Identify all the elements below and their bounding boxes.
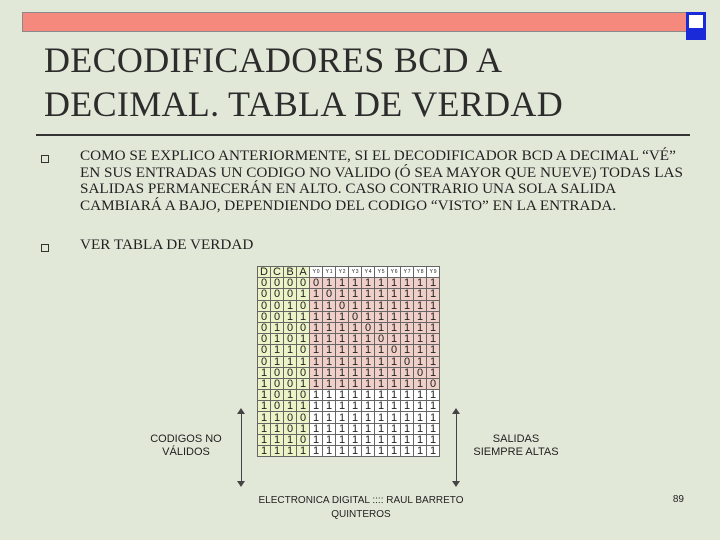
- table-cell: 1: [362, 300, 375, 311]
- table-cell: 1: [336, 289, 349, 300]
- table-cell: 1: [310, 446, 323, 457]
- table-cell: 1: [375, 367, 388, 378]
- table-cell: 1: [323, 446, 336, 457]
- table-cell: 1: [427, 345, 440, 356]
- table-cell: 1: [414, 356, 427, 367]
- always-high-label-line-2: SIEMPRE ALTAS: [473, 446, 559, 458]
- table-row: [258, 412, 440, 423]
- table-cell: 1: [362, 401, 375, 412]
- table-header-cell: B: [284, 267, 297, 278]
- table-cell: 1: [349, 378, 362, 389]
- table-cell: 1: [297, 334, 310, 345]
- table-cell: 1: [258, 367, 271, 378]
- table-cell: 1: [427, 401, 440, 412]
- table-cell: 1: [375, 300, 388, 311]
- table-cell: 1: [401, 311, 414, 322]
- table-cell: 1: [310, 300, 323, 311]
- table-cell: 0: [323, 289, 336, 300]
- table-cell: 1: [414, 423, 427, 434]
- table-cell: 0: [271, 378, 284, 389]
- table-row: [258, 289, 440, 300]
- table-cell: 0: [310, 278, 323, 289]
- table-header-cell: Y 1: [323, 267, 336, 278]
- table-cell: 1: [427, 334, 440, 345]
- table-cell: 1: [310, 412, 323, 423]
- bullet-text-1: COMO SE EXPLICO ANTERIORMENTE, SI EL DECODIFICADOR BCD A DECIMAL “VÉ” EN SUS ENTRADAS UN CODIGO NO VALIDO (Ó SEA MAYOR QUE NUEVE) TODAS LAS SALIDAS PERMANECERÁN EN ALTO. CASO CONTRARIO UNA SOLA SALIDA CAMBIARÁ A BAJO, DEPENDIENDO DEL CODIGO “VISTO” EN LA ENTRADA.: [80, 147, 683, 214]
- invalid-codes-label: [140, 433, 232, 459]
- table-cell: 1: [310, 378, 323, 389]
- table-cell: 1: [297, 356, 310, 367]
- table-cell: 0: [271, 390, 284, 401]
- table-row: [258, 367, 440, 378]
- table-cell: 1: [362, 434, 375, 445]
- table-cell: 0: [297, 367, 310, 378]
- table-cell: 1: [323, 300, 336, 311]
- table-row: [258, 446, 440, 457]
- table-cell: 1: [427, 367, 440, 378]
- table-header-cell: Y 8: [414, 267, 427, 278]
- corner-accent-box: [686, 12, 706, 40]
- table-cell: 0: [284, 378, 297, 389]
- table-cell: 1: [349, 434, 362, 445]
- table-cell: 1: [336, 378, 349, 389]
- table-cell: 1: [427, 289, 440, 300]
- table-row: [258, 278, 440, 289]
- table-cell: 0: [284, 423, 297, 434]
- table-cell: 1: [271, 434, 284, 445]
- corner-accent-inner: [689, 15, 703, 28]
- table-cell: 0: [284, 367, 297, 378]
- table-row: [258, 434, 440, 445]
- table-cell: 1: [310, 401, 323, 412]
- slide-title-line-1: DECODIFICADORES BCD A: [44, 40, 503, 80]
- table-cell: 1: [388, 401, 401, 412]
- table-cell: 1: [375, 356, 388, 367]
- table-cell: 1: [297, 423, 310, 434]
- table-cell: 1: [336, 434, 349, 445]
- table-cell: 1: [375, 423, 388, 434]
- table-cell: 0: [258, 322, 271, 333]
- table-cell: 1: [258, 401, 271, 412]
- table-cell: 1: [362, 334, 375, 345]
- table-cell: 1: [414, 412, 427, 423]
- table-cell: 1: [388, 390, 401, 401]
- table-cell: 1: [349, 300, 362, 311]
- top-decorative-bar: [22, 12, 688, 32]
- table-cell: 1: [414, 378, 427, 389]
- table-cell: 1: [271, 412, 284, 423]
- table-cell: 0: [297, 322, 310, 333]
- table-cell: 1: [336, 390, 349, 401]
- table-cell: 1: [388, 322, 401, 333]
- invalid-codes-label-line-1: CODIGOS NO: [150, 433, 222, 445]
- bullet-square-icon: [41, 244, 49, 252]
- table-row: [258, 322, 440, 333]
- table-cell: 1: [323, 367, 336, 378]
- footer-credit: [248, 494, 474, 522]
- table-cell: 1: [401, 434, 414, 445]
- table-cell: 1: [310, 345, 323, 356]
- table-cell: 0: [336, 300, 349, 311]
- table-cell: 1: [323, 378, 336, 389]
- footer-credit-line-1: ELECTRONICA DIGITAL :::: RAUL BARRETO: [258, 495, 464, 506]
- table-header-cell: Y 7: [401, 267, 414, 278]
- table-row: [258, 311, 440, 322]
- table-cell: 1: [336, 345, 349, 356]
- table-cell: 1: [427, 412, 440, 423]
- table-row: [258, 334, 440, 345]
- table-header-cell: Y 0: [310, 267, 323, 278]
- table-cell: 1: [388, 446, 401, 457]
- table-cell: 0: [258, 278, 271, 289]
- table-cell: 1: [297, 378, 310, 389]
- table-row: [258, 401, 440, 412]
- table-cell: 1: [349, 401, 362, 412]
- table-cell: 1: [310, 434, 323, 445]
- table-header-row: [258, 267, 440, 278]
- table-cell: 1: [271, 356, 284, 367]
- table-cell: 1: [375, 289, 388, 300]
- table-cell: 1: [258, 446, 271, 457]
- table-cell: 1: [388, 378, 401, 389]
- table-cell: 1: [401, 300, 414, 311]
- table-cell: 0: [362, 322, 375, 333]
- table-cell: 1: [323, 322, 336, 333]
- table-cell: 1: [323, 356, 336, 367]
- table-cell: 0: [258, 356, 271, 367]
- table-header-cell: Y 4: [362, 267, 375, 278]
- slide-title-line-2: DECIMAL. TABLA DE VERDAD: [44, 84, 563, 124]
- table-cell: 1: [336, 322, 349, 333]
- table-cell: 1: [362, 412, 375, 423]
- table-cell: 1: [375, 345, 388, 356]
- table-cell: 1: [336, 278, 349, 289]
- arrow-down-icon: [452, 481, 460, 487]
- table-cell: 1: [323, 345, 336, 356]
- table-cell: 1: [388, 434, 401, 445]
- table-cell: 1: [414, 401, 427, 412]
- table-cell: 1: [362, 289, 375, 300]
- table-cell: 1: [284, 345, 297, 356]
- table-cell: 1: [310, 322, 323, 333]
- table-cell: 1: [336, 412, 349, 423]
- table-cell: 1: [323, 434, 336, 445]
- table-cell: 1: [388, 367, 401, 378]
- table-cell: 0: [297, 434, 310, 445]
- table-cell: 1: [258, 423, 271, 434]
- table-cell: 1: [323, 278, 336, 289]
- table-cell: 1: [258, 390, 271, 401]
- table-cell: 1: [401, 345, 414, 356]
- table-header-cell: Y 3: [349, 267, 362, 278]
- table-cell: 1: [349, 289, 362, 300]
- table-cell: 1: [297, 401, 310, 412]
- table-cell: 0: [271, 300, 284, 311]
- table-cell: 1: [362, 423, 375, 434]
- table-cell: 1: [336, 401, 349, 412]
- table-cell: 1: [401, 401, 414, 412]
- table-row: [258, 378, 440, 389]
- table-cell: 1: [336, 423, 349, 434]
- table-cell: 1: [427, 446, 440, 457]
- arrow-down-icon: [237, 481, 245, 487]
- table-cell: 0: [297, 300, 310, 311]
- table-cell: 0: [258, 289, 271, 300]
- table-cell: 1: [336, 367, 349, 378]
- table-cell: 1: [401, 367, 414, 378]
- table-cell: 1: [349, 446, 362, 457]
- table-cell: 1: [362, 390, 375, 401]
- table-cell: 1: [323, 401, 336, 412]
- arrow-up-icon: [452, 408, 460, 414]
- table-cell: 1: [414, 446, 427, 457]
- table-cell: 1: [284, 401, 297, 412]
- table-cell: 1: [401, 322, 414, 333]
- table-cell: 1: [349, 334, 362, 345]
- table-cell: 1: [349, 412, 362, 423]
- table-cell: 0: [258, 345, 271, 356]
- table-cell: 1: [258, 412, 271, 423]
- table-cell: 1: [284, 446, 297, 457]
- table-cell: 1: [323, 390, 336, 401]
- table-cell: 1: [375, 434, 388, 445]
- table-cell: 1: [375, 446, 388, 457]
- table-cell: 1: [414, 300, 427, 311]
- table-cell: 1: [362, 278, 375, 289]
- table-cell: 1: [401, 334, 414, 345]
- table-cell: 0: [297, 412, 310, 423]
- slide-title: [44, 38, 684, 126]
- table-cell: 1: [284, 300, 297, 311]
- table-cell: 1: [375, 401, 388, 412]
- table-cell: 1: [375, 311, 388, 322]
- table-cell: 1: [375, 378, 388, 389]
- table-cell: 0: [284, 289, 297, 300]
- table-cell: 1: [414, 289, 427, 300]
- table-cell: 1: [349, 278, 362, 289]
- table-cell: 1: [323, 311, 336, 322]
- table-cell: 1: [375, 390, 388, 401]
- table-cell: 1: [427, 278, 440, 289]
- table-cell: 1: [271, 322, 284, 333]
- table-cell: 0: [271, 289, 284, 300]
- table-cell: 1: [336, 311, 349, 322]
- table-cell: 1: [414, 434, 427, 445]
- table-row: [258, 423, 440, 434]
- table-cell: 1: [401, 446, 414, 457]
- table-cell: 1: [388, 356, 401, 367]
- table-cell: 1: [271, 423, 284, 434]
- table-cell: 1: [349, 356, 362, 367]
- table-cell: 1: [323, 334, 336, 345]
- table-cell: 1: [297, 311, 310, 322]
- table-header-cell: Y 5: [375, 267, 388, 278]
- table-cell: 1: [414, 345, 427, 356]
- table-cell: 1: [362, 311, 375, 322]
- table-cell: 0: [414, 367, 427, 378]
- table-cell: 0: [401, 356, 414, 367]
- table-cell: 1: [362, 446, 375, 457]
- table-cell: 1: [349, 423, 362, 434]
- table-header-cell: C: [271, 267, 284, 278]
- table-cell: 1: [336, 356, 349, 367]
- table-row: [258, 356, 440, 367]
- table-cell: 1: [427, 390, 440, 401]
- table-cell: 1: [427, 434, 440, 445]
- table-row: [258, 300, 440, 311]
- table-cell: 1: [310, 390, 323, 401]
- table-cell: 0: [284, 334, 297, 345]
- always-high-label: [466, 433, 566, 459]
- table-cell: 1: [310, 356, 323, 367]
- table-cell: 1: [362, 367, 375, 378]
- table-cell: 0: [349, 311, 362, 322]
- table-cell: 0: [284, 278, 297, 289]
- bullet-square-icon: [41, 155, 49, 163]
- table-cell: 0: [271, 401, 284, 412]
- table-cell: 0: [284, 412, 297, 423]
- table-cell: 1: [401, 412, 414, 423]
- table-cell: 0: [271, 311, 284, 322]
- table-cell: 1: [401, 423, 414, 434]
- table-cell: 1: [375, 412, 388, 423]
- table-cell: 1: [284, 390, 297, 401]
- table-cell: 0: [388, 345, 401, 356]
- table-cell: 1: [284, 356, 297, 367]
- table-cell: 0: [258, 300, 271, 311]
- table-cell: 1: [427, 356, 440, 367]
- table-cell: 1: [271, 334, 284, 345]
- table-cell: 0: [297, 390, 310, 401]
- table-cell: 1: [401, 278, 414, 289]
- table-cell: 1: [427, 311, 440, 322]
- table-cell: 0: [427, 378, 440, 389]
- table-cell: 0: [271, 367, 284, 378]
- table-cell: 1: [297, 289, 310, 300]
- invalid-codes-label-line-2: VÁLIDOS: [162, 446, 210, 458]
- table-cell: 0: [271, 278, 284, 289]
- table-cell: 1: [349, 322, 362, 333]
- table-header-cell: D: [258, 267, 271, 278]
- always-high-arrow: [456, 414, 457, 482]
- table-cell: 0: [284, 322, 297, 333]
- table-cell: 1: [258, 378, 271, 389]
- page-number: 89: [672, 494, 684, 505]
- table-cell: 1: [427, 300, 440, 311]
- table-cell: 1: [388, 311, 401, 322]
- always-high-label-line-1: SALIDAS: [492, 433, 540, 445]
- table-cell: 1: [414, 390, 427, 401]
- table-cell: 1: [427, 423, 440, 434]
- table-cell: 0: [258, 311, 271, 322]
- table-cell: 0: [375, 334, 388, 345]
- table-cell: 1: [349, 345, 362, 356]
- table-header-cell: A: [297, 267, 310, 278]
- table-cell: 1: [362, 378, 375, 389]
- table-cell: 1: [349, 390, 362, 401]
- table-cell: 1: [310, 334, 323, 345]
- table-cell: 1: [414, 334, 427, 345]
- table-cell: 1: [375, 322, 388, 333]
- table-cell: 1: [401, 289, 414, 300]
- table-cell: 1: [336, 334, 349, 345]
- table-cell: 1: [401, 390, 414, 401]
- table-cell: 1: [310, 423, 323, 434]
- invalid-codes-arrow: [241, 414, 242, 482]
- table-row: [258, 345, 440, 356]
- table-cell: 1: [284, 311, 297, 322]
- table-cell: 1: [362, 356, 375, 367]
- table-cell: 1: [388, 423, 401, 434]
- table-cell: 1: [258, 434, 271, 445]
- table-cell: 0: [297, 278, 310, 289]
- table-cell: 1: [388, 278, 401, 289]
- table-header-cell: Y 9: [427, 267, 440, 278]
- table-header-cell: Y 6: [388, 267, 401, 278]
- table-header-cell: Y 2: [336, 267, 349, 278]
- table-cell: 0: [297, 345, 310, 356]
- arrow-up-icon: [237, 408, 245, 414]
- table-cell: 1: [401, 378, 414, 389]
- table-cell: 1: [336, 446, 349, 457]
- table-cell: 1: [284, 434, 297, 445]
- table-cell: 1: [414, 278, 427, 289]
- footer-credit-line-2: QUINTEROS: [331, 509, 391, 520]
- table-cell: 1: [388, 300, 401, 311]
- truth-table: [257, 266, 440, 457]
- table-cell: 1: [427, 322, 440, 333]
- table-cell: 1: [271, 345, 284, 356]
- title-underline: [36, 134, 690, 136]
- table-cell: 1: [310, 311, 323, 322]
- table-cell: 1: [388, 289, 401, 300]
- table-cell: 1: [323, 412, 336, 423]
- table-cell: 1: [362, 345, 375, 356]
- table-cell: 1: [297, 446, 310, 457]
- table-cell: 1: [414, 322, 427, 333]
- table-cell: 1: [375, 278, 388, 289]
- table-cell: 1: [323, 423, 336, 434]
- table-cell: 1: [388, 412, 401, 423]
- table-cell: 1: [349, 367, 362, 378]
- table-cell: 0: [258, 334, 271, 345]
- bullet-text-2: VER TABLA DE VERDAD: [80, 236, 254, 253]
- table-cell: 1: [414, 311, 427, 322]
- table-row: [258, 390, 440, 401]
- table-cell: 1: [310, 289, 323, 300]
- table-cell: 1: [310, 367, 323, 378]
- table-cell: 1: [271, 446, 284, 457]
- table-cell: 1: [388, 334, 401, 345]
